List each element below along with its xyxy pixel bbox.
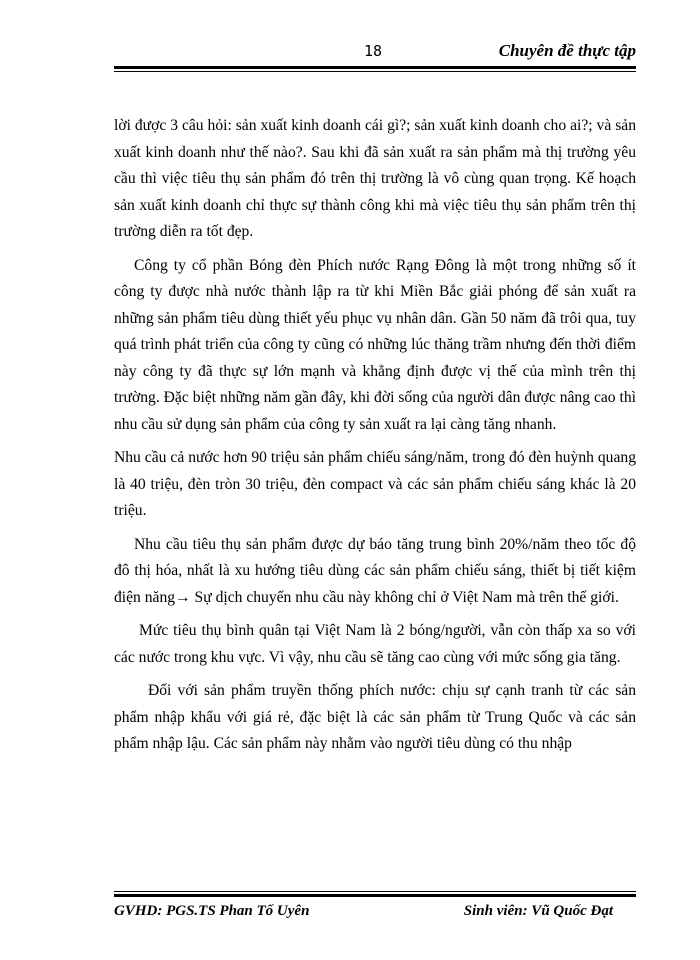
paragraph-6: Đối với sản phẩm truyền thống phích nước: chịu sự cạnh tranh từ các sản phẩm nhập khẩu với giá rẻ, đặc biệt là các sản phẩm từ Trung Quốc và các sản phẩm nhập lậu. Các sản phẩm này nhằm vào người tiêu dùng có thu nhập: [114, 682, 636, 752]
paragraph-1: lời được 3 câu hỏi: sản xuất kinh doanh cái gì?; sản xuất kinh doanh cho ai?; và sản xuất kinh doanh như thế nào?. Sau khi đã sản xuất ra sản phẩm mà thị trường yêu cầu thì việc tiêu thụ sản phẩm đó trên thị trường là vô cùng quan trọng. Kế hoạch sản xuất kinh doanh chỉ thực sự thành công khi mà việc tiêu thụ sản phẩm trên thị trường diễn ra tốt đẹp.: [114, 117, 636, 240]
student-label: Sinh viên: Vũ Quốc Đạt: [463, 903, 613, 919]
footer-rule-thick: [114, 894, 636, 897]
header-rule-thin: [114, 71, 636, 72]
page-number: 18: [364, 42, 383, 60]
body-text: [114, 113, 636, 765]
paragraph-2: Công ty cổ phần Bóng đèn Phích nước Rạng Đông là một trong những số ít công ty được nhà nước thành lập ra từ khi Miền Bắc giải phóng để sản xuất ra những sản phẩm tiêu dùng thiết yếu phục vụ nhân dân. Gần 50 năm đã trôi qua, tuy quá trình phát triển của công ty cũng có những lúc thăng trầm nhưng đến thời điểm này công ty đã thực sự lớn mạnh và khẳng định được vị thế của mình trên thị trường. Đặc biệt những năm gần đây, khi đời sống của người dân được nâng cao thì nhu cầu sử dụng sản phẩm của công ty sản xuất ra lại càng tăng nhanh.: [114, 256, 636, 433]
paragraph-5: Mức tiêu thụ bình quân tại Việt Nam là 2 bóng/người, vẫn còn thấp xa so với các nước trong khu vực. Vì vậy, nhu cầu sẽ tăng cao cùng với mức sống gia tăng.: [114, 622, 636, 666]
document-title: Chuyên đề thực tập: [498, 41, 636, 60]
header-rule-thick: [114, 66, 636, 69]
footer-rule-thin: [114, 891, 636, 892]
paragraph-3: Nhu cầu cả nước hơn 90 triệu sản phẩm chiếu sáng/năm, trong đó đèn huỳnh quang là 40 triệu, đèn tròn 30 triệu, đèn compact và các sản phẩm chiếu sáng khác là 20 triệu.: [114, 449, 636, 519]
page-header: [114, 40, 636, 68]
paragraph-4: Nhu cầu tiêu thụ sản phẩm được dự báo tăng trung bình 20%/năm theo tốc độ đô thị hóa, nhất là xu hướng tiêu dùng các sản phẩm chiếu sáng, thiết bị tiết kiệm điện năng→ Sự dịch chuyển nhu cầu này không chỉ ở Việt Nam mà trên thế giới.: [114, 535, 636, 606]
supervisor-label: GVHD: PGS.TS Phan Tố Uyên: [114, 903, 310, 919]
